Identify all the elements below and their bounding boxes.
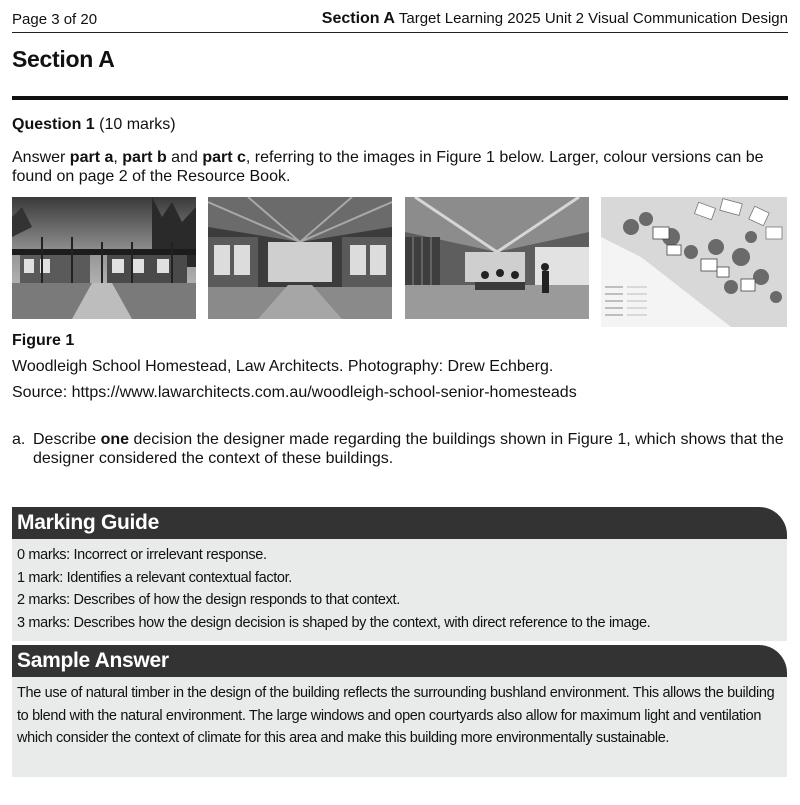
part-a-letter: a.: [12, 431, 26, 448]
marking-guide-title: Marking Guide: [17, 511, 159, 534]
section-rule: [12, 96, 788, 100]
instruction-text: Answer: [12, 149, 70, 166]
header-course-title: Target Learning 2025 Unit 2 Visual Communication Design: [398, 10, 788, 27]
question-part-a: [12, 430, 786, 468]
instruction-text: ,: [113, 149, 123, 166]
sample-answer-header: [12, 645, 787, 677]
instruction-part-a: part a: [69, 149, 114, 166]
sample-answer-title: Sample Answer: [17, 649, 169, 672]
instruction-part-b: part b: [122, 149, 167, 166]
section-title: Section A: [12, 46, 115, 72]
marking-guide-line: 1 mark: Identifies a relevant contextual factor.: [17, 569, 292, 586]
figure-images: [12, 197, 787, 327]
question-marks: (10 marks): [99, 116, 176, 133]
instruction-part-c: part c: [202, 149, 246, 166]
sample-answer-text: The use of natural timber in the design of the building reflects the surrounding bushland environment. This allows the building to blend with the natural environment. The large windows and open courtyards also allow for maximum light and ventilation which consider the context of climate for this area and make this building more environmentally sustainable.: [17, 685, 775, 746]
marking-guide-box: [12, 539, 787, 641]
part-a-emphasis: one: [100, 431, 130, 448]
header-section: Section A: [321, 10, 395, 27]
marking-guide-line: 2 marks: Describes of how the design responds to that context.: [17, 592, 400, 608]
marking-guide-line: 3 marks: Describes how the design decision is shaped by the context, with direct reference to the image.: [17, 614, 651, 631]
running-header: [12, 6, 788, 33]
marking-guide-header: [12, 507, 787, 539]
courtyard-interior-photo: [208, 197, 392, 319]
classroom-interior-photo: [405, 197, 589, 319]
question-heading: [12, 116, 176, 134]
part-a-text: [33, 430, 786, 468]
header-course: [322, 10, 788, 28]
figure-source: Source: https://www.lawarchitects.com.au/woodleigh-school-senior-homesteads: [12, 384, 577, 401]
part-a-text-start: Describe: [33, 431, 101, 448]
sample-answer-box: [12, 677, 787, 777]
figure-caption: Woodleigh School Homestead, Law Architects. Photography: Drew Echberg.: [12, 358, 554, 375]
instruction-text: , referring to the images in Figure 1 below. Larger, colour versions can be found on page 2 of the Resource Book.: [12, 149, 764, 185]
question-label: Question 1: [12, 116, 95, 133]
instruction-text: and: [166, 149, 203, 166]
figure-label: Figure 1: [12, 332, 75, 349]
page-number: Page 3 of 20: [12, 10, 98, 28]
part-a-text-end: decision the designer made regarding the buildings shown in Figure 1, which shows that the designer considered the context of these buildings.: [33, 431, 784, 467]
site-plan-drawing: [601, 197, 787, 327]
marking-guide-line: 0 marks: Incorrect or irrelevant response.: [17, 547, 267, 563]
question-instructions: [12, 148, 786, 186]
building-exterior-photo: [12, 197, 196, 319]
